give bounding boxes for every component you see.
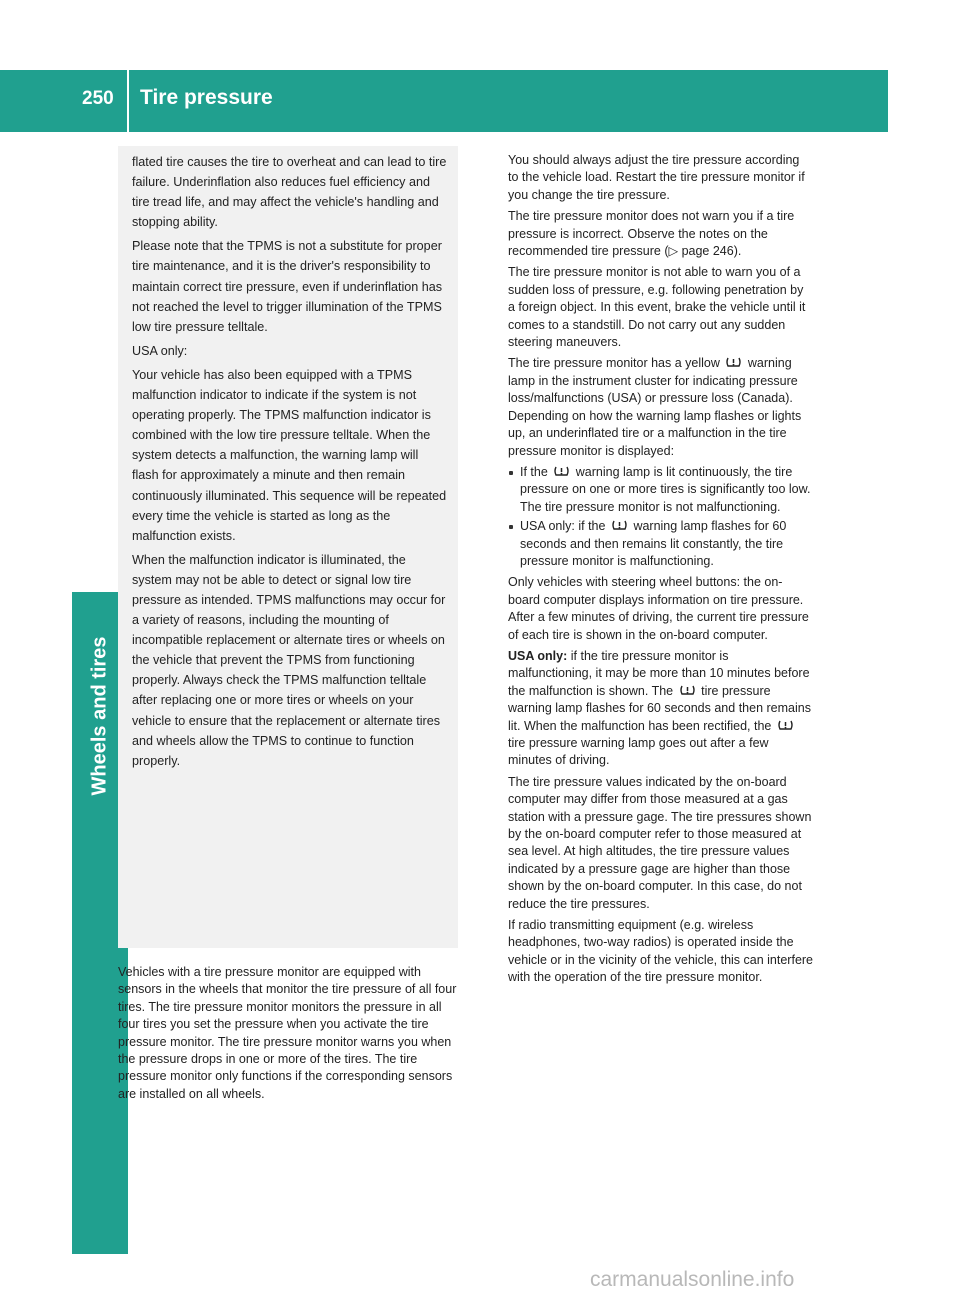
list-item [508,464,813,516]
header-bar [0,70,888,132]
text-span: warning lamp is lit continuously, the tire pressure on one or more tires is significantly too low. The tire pressure monitor is not malfunctioning. [520,464,811,514]
paragraph: Please note that the TPMS is not a substitute for proper tire maintenance, and it is the driver's responsibility to maintain correct tire pressure, even if underinflation has not reached the level to trigger illumination of the TPMS low tire pressure telltale. [132,239,443,334]
text-span: tire pressure warning lamp goes out after a few minutes of driving. [508,736,769,768]
tire-pressure-warning-icon [777,718,794,732]
paragraph: Vehicles with a tire pressure monitor are equipped with sensors in the wheels that monitor the tire pressure of all four tires. The tire pressure monitor monitors the pressure in all four tires you set the pressure when you activate the tire pressure monitor. The tire pressure monitor warns you when the pressure drops in one or more of the tires. The tire pressure monitor only functions if the corresponding sensors are installed on all wheels. [118,965,457,1101]
watermark: carmanualsonline.info [590,1268,795,1291]
warning-box-text [132,152,448,775]
paragraph: The tire pressure monitor does not warn you if a tire pressure is incorrect. Observe the notes on the recommended tire pressure (▷ page 246). [508,209,795,259]
paragraph: The tire pressure monitor is not able to warn you of a sudden loss of pressure, e.g. following penetration by a foreign object. In this event, brake the vehicle until it comes to a standstill. Do not carry out any sudden steering maneuvers. [508,265,806,350]
page-number: 250 [82,88,114,109]
text-span: If the [520,464,548,479]
text-span: warning lamp in the instrument cluster for indicating pressure loss/malfunctions (USA) or pressure loss (Canada). Depending on how the warning lamp flashes or lights up, an underinflated tire or a malfunction in the tire pressure monitor is displayed: [508,356,802,458]
paragraph: The tire pressure values indicated by the on-board computer may differ from those measured at a gas station with a pressure gage. The tire pressures shown by the on-board computer refer to those measured at sea level. At high altitudes, the tire pressure values indicated by a pressure gage are higher than those shown by the on-board computer. In this case, do not reduce the tire pressures. [508,774,812,911]
paragraph: When the malfunction indicator is illuminated, the system may not be able to detect or signal low tire pressure as intended. TPMS malfunctions may occur for a variety of reasons, including the mounting of incompatible replacement or alternate tires or wheels on the vehicle that prevent the TPMS from functioning properly. Always check the TPMS malfunction telltale after replacing one or more tires or wheels on your vehicle to ensure that the replacement or alternate tires and wheels allow the TPMS to continue to function properly. [132,552,446,768]
paragraph: flated tire causes the tire to overheat and can lead to tire failure. Underinflation also reduces fuel efficiency and tire tread life, and may affect the vehicle's handling and stopping ability. [132,155,447,230]
paragraph: USA only: [132,343,188,358]
text-span: USA only: if the [520,519,606,534]
list-item [508,518,813,570]
paragraph: Only vehicles with steering wheel buttons: the on-board computer displays information on tire pressure. After a few minutes of driving, the current tire pressure of each tire is shown in the on-board computer. [508,575,809,642]
paragraph: Your vehicle has also been equipped with a TPMS malfunction indicator to indicate if the system is not operating properly. The TPMS malfunction indicator is combined with the low tire pressure telltale. When the system detects a malfunction, the warning lamp will flash for approximately a minute and then remain continuously illuminated. This sequence will be repeated every time the vehicle is started as long as the malfunction exists. [132,367,447,543]
side-tab-label: Wheels and tires [88,636,111,796]
paragraph: You should always adjust the tire pressure according to the vehicle load. Restart the tire pressure monitor if you change the tire pressure. [508,153,805,202]
right-column-text [508,152,813,991]
tire-pressure-warning-icon [679,683,696,697]
paragraph: If radio transmitting equipment (e.g. wireless headphones, two-way radios) is operated inside the vehicle or in the vicinity of the vehicle, this can interfere with the operation of the tire pressure monitor. [508,918,814,985]
left-column-text [118,964,460,1107]
page-title: Tire pressure [140,86,273,109]
paragraph [508,355,813,459]
tire-pressure-warning-icon [553,464,570,478]
bold-label: USA only: [508,648,568,663]
paragraph [508,648,813,770]
tire-pressure-warning-icon [611,518,628,532]
text-span: The tire pressure monitor has a yellow [508,356,720,371]
bullet-list [508,464,813,570]
tire-pressure-warning-icon [725,355,742,369]
text-span: if the tire pressure monitor is malfunctioning, it may be more than 10 minutes before the malfunction is shown. The [508,648,810,698]
text-span: tire pressure warning lamp flashes for 60 seconds and then remains lit. When the malfunction has been rectified, the [508,683,811,733]
text-span: warning lamp flashes for 60 seconds and then remains lit constantly, the tire pressure monitor is malfunctioning. [520,519,787,568]
header-divider [127,70,129,132]
